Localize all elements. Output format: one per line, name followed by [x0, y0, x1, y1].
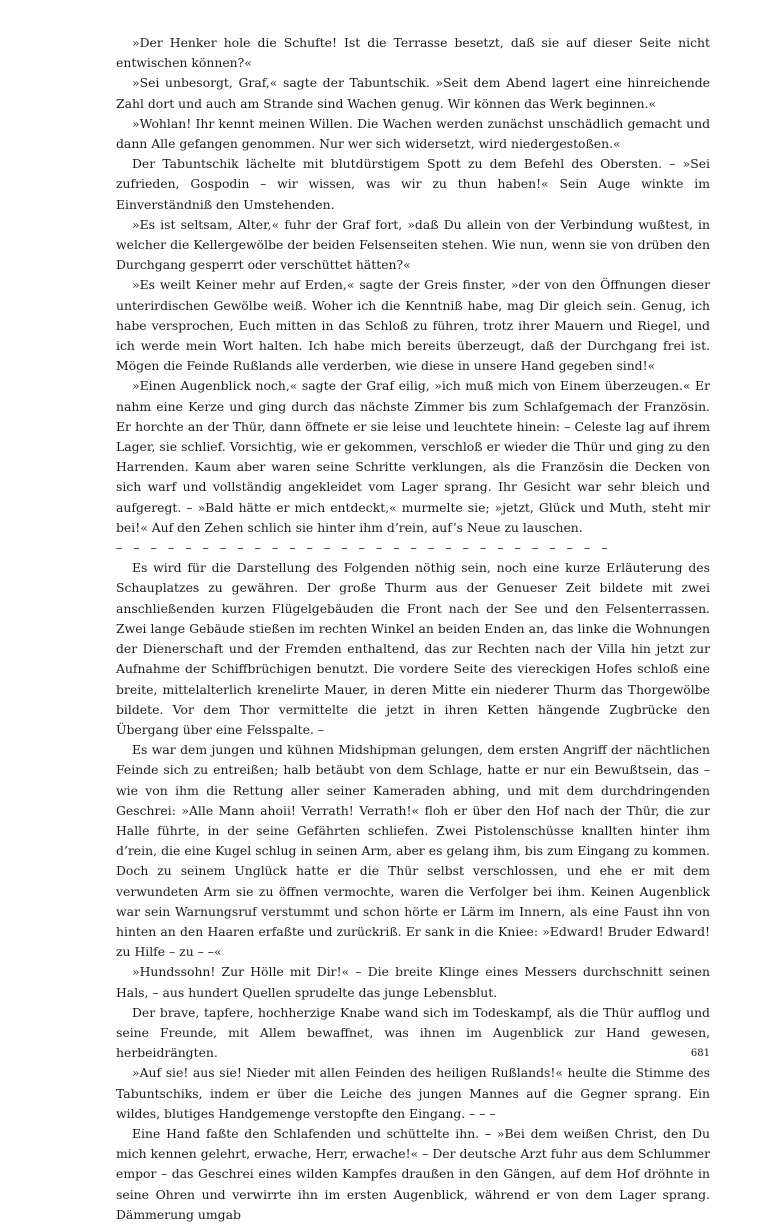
paragraph: Eine Hand faßte den Schlafenden und schüttelte ihn. – »Bei dem weißen Christ, den Du mich kennen gelehrt, erwache, Herr, erwache!« – Der deutsche Arzt fuhr aus dem Schlummer empor – das Geschrei eines wilden Kampfes draußen in den Gängen, auf dem Hof dröhnte in seine Ohren und verwirrte ihn im ersten Augenblick, während er von dem Lager sprang. Dämmerung umgab [116, 1125, 710, 1222]
paragraph: »Es weilt Keiner mehr auf Erden,« sagte der Greis finster, »der von den Öffnungen dieser unterirdischen Gewölbe weiß. Woher ich die Kenntniß habe, mag Dir gleich sein. Genug, ich habe versprochen, Euch mitten in das Schloß zu führen, trotz ihrer Mauern und Riegel, und ich werde mein Wort halten. Ich habe mich bereits überzeugt, daß der Durchgang frei ist. Mögen die Feinde Rußlands alle verderben, wie diese in unsere Hand gegeben sind!« [116, 277, 710, 374]
paragraph: »Auf sie! aus sie! Nieder mit allen Feinden des heiligen Rußlands!« heulte die Stimme des Tabuntschiks, indem er über die Leiche des jungen Mannes auf die Gegner sprang. Ein wildes, blutiges Handgemenge verstopfte den Eingang. – – – [116, 1065, 710, 1121]
paragraph: Es wird für die Darstellung des Folgenden nöthig sein, noch eine kurze Erläuterung des Schauplatzes zu gewähren. Der große Thurm aus der Genueser Zeit bildete mit zwei anschließenden kurzen Flügelgebäuden die Front nach der See und den Felsenterrassen. Zwei lange Gebäude stießen im rechten Winkel an beiden Enden an, das linke die Wohnungen der Dienerschaft und der Fremden enthaltend, das zur Rechten nach der Villa hin jetzt zur Aufnahme der Schiffbrüchigen benutzt. Die vordere Seite des viereckigen Hofes schloß eine breite, mittelalterlich krenelirte Mauer, in deren Mitte ein niederer Thurm das Thorgewölbe bildete. Vor dem Thor vermittelte die jetzt in ihren Ketten hängende Zugbrücke den Übergang über eine Felsspalte. – [116, 560, 710, 737]
paragraph: Der brave, tapfere, hochherzige Knabe wand sich im Todeskampf, als die Thür aufflog und seine Freunde, mit Allem bewaffnet, was ihnen im Augenblick zur Hand gewesen, herbeidrängten. [116, 1004, 710, 1061]
page-body [116, 33, 710, 1225]
paragraph: »Wohlan! Ihr kennt meinen Willen. Die Wachen werden zunächst unschädlich gemacht und dann Alle gefangen genommen. Nur wer sich widersetzt, wird niedergestoßen.« [116, 115, 710, 152]
paragraph: Der Tabuntschik lächelte mit blutdürstigem Spott zu dem Befehl des Obersten. – »Sei zufrieden, Gospodin – wir wissen, was wir zu thun haben!« Sein Auge winkte im Einverständniß den Umstehenden. [116, 156, 710, 212]
paragraph: »Hundssohn! Zur Hölle mit Dir!« – Die breite Klinge eines Messers durchschnitt seinen Hals, – aus hundert Quellen sprudelte das junge Lebensblut. [116, 964, 710, 1000]
section-separator: – – – – – – – – – – – – – – – – – – – – – – – – – – – – – [116, 540, 612, 556]
paragraph: »Es ist seltsam, Alter,« fuhr der Graf fort, »daß Du allein von der Verbindung wußtest, in welcher die Kellergewölbe der beiden Felsenseiten stehen. Wie nun, wenn sie von drüben den Durchgang gesperrt oder verschüttet hätten?« [116, 216, 710, 273]
paragraph: Es war dem jungen und kühnen Midshipman gelungen, dem ersten Angriff der nächtlichen Feinde sich zu entreißen; halb betäubt von dem Schlage, hatte er nur ein Bewußtsein, das – wie von ihm die Rettung aller seiner Kameraden abhing, und mit dem durchdringenden Geschrei: »Alle Mann ahoii! Verrath! Verrath!« floh er über den Hof nach der Thür, die zur Halle führte, in der seine Gefährten schliefen. Zwei Pistolenschüsse knallten hinter ihm d’rein, die eine Kugel schlug in seinen Arm, aber es gelang ihm, bis zum Eingang zu kommen. Doch zu seinem Unglück hatte er die Thür selbst verschlossen, und ehe er mit dem verwundeten Arm sie zu öffnen vermochte, waren die Verfolger bei ihm. Keinen Augenblick war sein Warnungsruf verstummt und schon hörte er Lärm im Innern, als eine Faust ihn von hinten an den Haaren erfaßte und zurückriß. Er sank in die Kniee: »Edward! Bruder Edward! zu Hilfe – zu – –« [116, 742, 710, 960]
paragraph: »Sei unbesorgt, Graf,« sagte der Tabuntschik. »Seit dem Abend lagert eine hinreichende Zahl dort und auch am Strande sind Wachen genug. Wir können das Werk beginnen.« [116, 75, 710, 111]
page-number: 681 [690, 1048, 710, 1059]
paragraph: »Einen Augenblick noch,« sagte der Graf eilig, »ich muß mich von Einem überzeugen.« Er nahm eine Kerze und ging durch das nächste Zimmer bis zum Schlafgemach der Französin. Er horchte an der Thür, dann öffnete er sie leise und leuchtete hinein: – Celeste lag auf ihrem Lager, sie schlief. Vorsichtig, wie er gekommen, verschloß er wieder die Thür und ging zu den Harrenden. Kaum aber waren seine Schritte verklungen, als die Französin die Decken von sich warf und vollständig angekleidet vom Lager sprang. Ihr Gesicht war sehr bleich und aufgeregt. – »Bald hätte er mich entdeckt,« murmelte sie; »jetzt, Glück und Muth, steht mir bei!« Auf den Zehen schlich sie hinter ihm d’rein, auf’s Neue zu lauschen. [116, 378, 710, 535]
paragraph: »Der Henker hole die Schufte! Ist die Terrasse besetzt, daß sie auf dieser Seite nicht entwischen können?« [116, 35, 710, 71]
